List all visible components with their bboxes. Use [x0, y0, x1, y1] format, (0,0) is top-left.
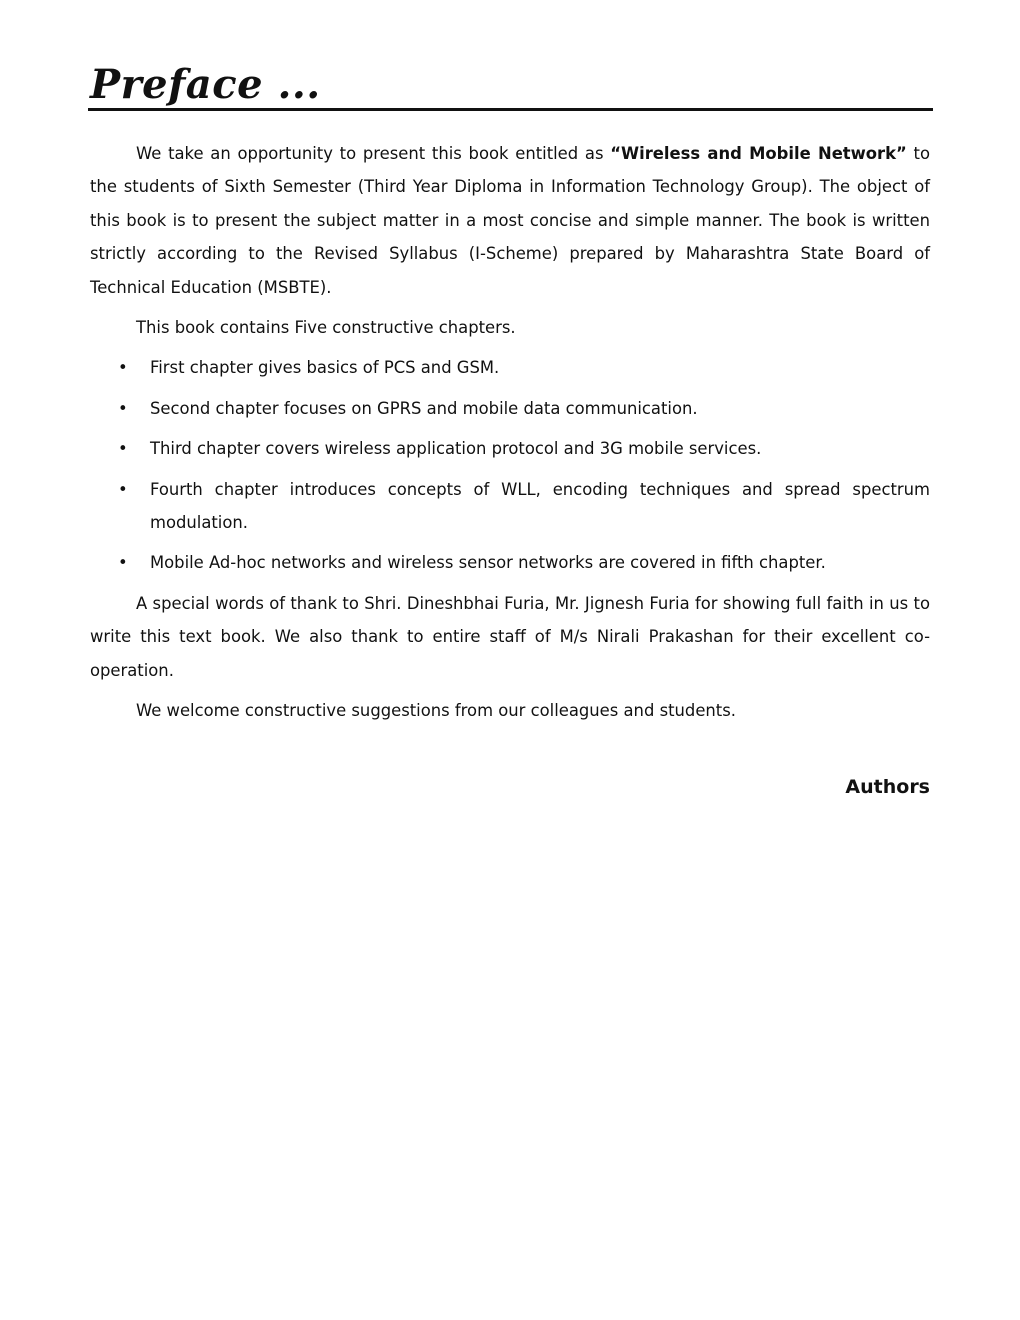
chapter-list — [90, 351, 930, 579]
chapter-text: First chapter gives basics of PCS and GSM. — [150, 358, 500, 378]
title-underline — [88, 108, 933, 111]
bullet-icon: • — [118, 479, 128, 499]
intro-text-end: to the students of Sixth Semester (Third Year Diploma in Information Technology Group). The object of this book is to present the subject matter in a most concise and simple manner. The book is written strictly according to the Revised Syllabus (I-Scheme) prepared by Maharashtra State Board of Technical Education (MSBTE). — [90, 144, 931, 297]
bullet-icon: • — [118, 439, 128, 459]
list-item — [90, 473, 930, 540]
chapter-text: Fourth chapter introduces concepts of WLL, encoding techniques and spread spectrum modulation. — [150, 479, 930, 533]
chapter-text: Mobile Ad-hoc networks and wireless sensor networks are covered in fifth chapter. — [150, 553, 826, 573]
list-item — [90, 351, 930, 384]
bullet-icon: • — [118, 398, 128, 418]
preface-body — [90, 137, 930, 728]
list-item — [90, 432, 930, 465]
chapter-text: Second chapter focuses on GPRS and mobile data communication. — [150, 398, 698, 418]
bullet-icon: • — [118, 358, 128, 378]
bullet-icon: • — [118, 553, 128, 573]
thanks-paragraph: A special words of thank to Shri. Dineshbhai Furia, Mr. Jignesh Furia for showing full faith in us to write this text book. We also thank to entire staff of M/s Nirali Prakashan for their excellent co-operation. — [90, 593, 930, 680]
chapters-intro: This book contains Five constructive chapters. — [136, 318, 516, 338]
page-title: Preface ... — [90, 61, 321, 108]
list-item — [90, 546, 930, 579]
authors-signature: Authors — [845, 776, 930, 798]
chapter-text: Third chapter covers wireless application protocol and 3G mobile services. — [150, 439, 762, 459]
book-title: “Wireless and Mobile Network” — [610, 144, 907, 163]
intro-paragraph — [90, 137, 930, 304]
intro-text-start: We take an opportunity to present this book entitled as — [136, 144, 611, 163]
welcome-paragraph: We welcome constructive suggestions from our colleagues and students. — [136, 701, 736, 721]
list-item — [90, 392, 930, 425]
